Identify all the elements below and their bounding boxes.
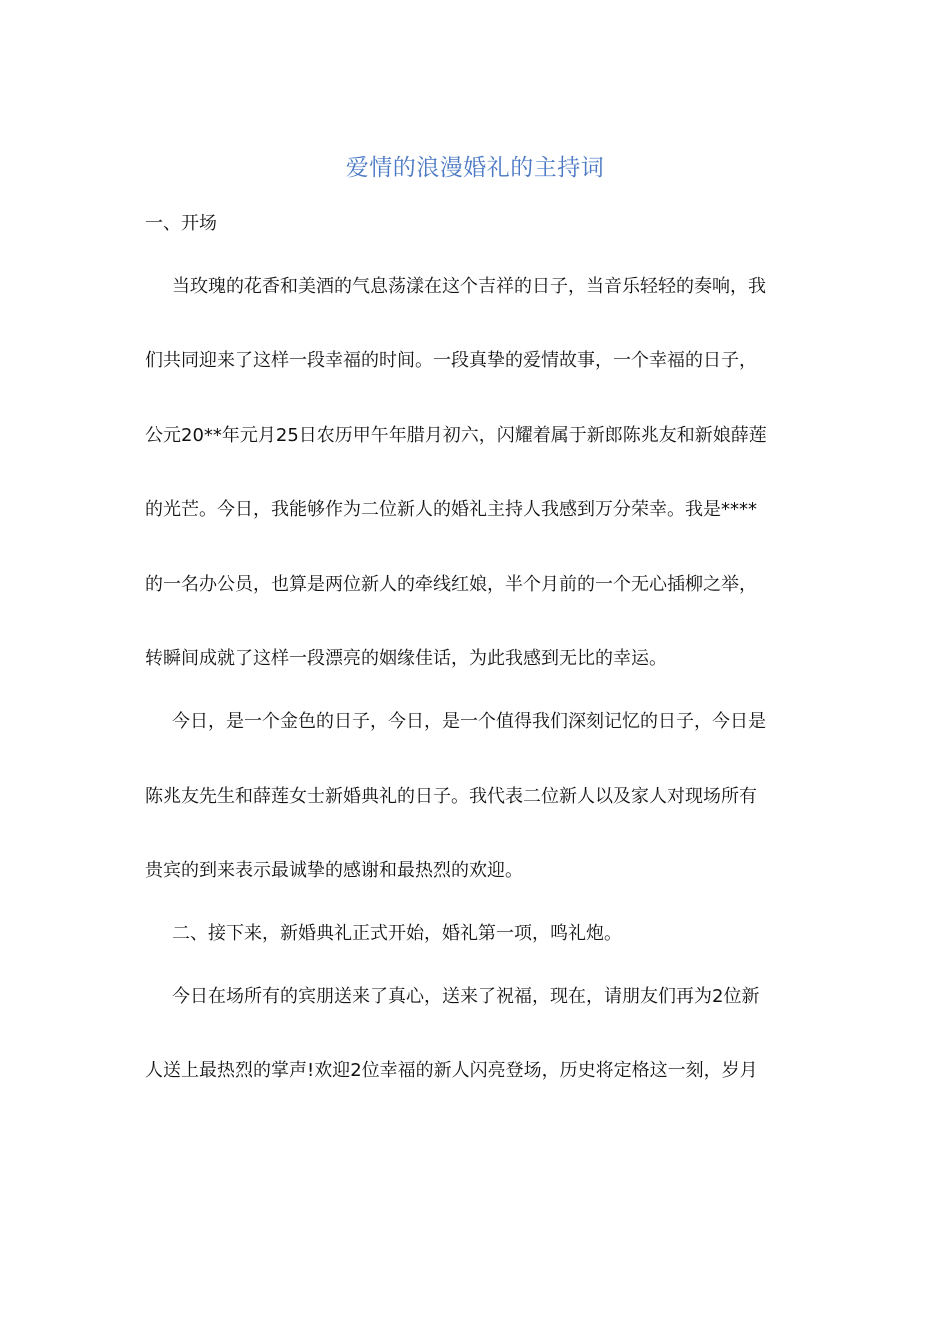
paragraph-line: 转瞬间成就了这样一段漂亮的姻缘佳话，为此我感到无比的幸运。 (145, 648, 667, 669)
paragraph-line: 今日，是一个金色的日子，今日，是一个值得我们深刻记忆的日子，今日是 (172, 711, 766, 732)
document-title: 爱情的浪漫婚礼的主持词 (345, 155, 605, 181)
section-heading-ceremony: 二、接下来，新婚典礼正式开始，婚礼第一项，鸣礼炮。 (172, 923, 622, 944)
paragraph-line: 陈兆友先生和薛莲女士新婚典礼的日子。我代表二位新人以及家人对现场所有 (145, 786, 757, 807)
paragraph-line: 今日在场所有的宾朋送来了真心，送来了祝福，现在，请朋友们再为2位新 (172, 986, 760, 1007)
paragraph-line: 们共同迎来了这样一段幸福的时间。一段真挚的爱情故事，一个幸福的日子， (145, 350, 757, 371)
paragraph-line: 贵宾的到来表示最诚挚的感谢和最热烈的欢迎。 (145, 860, 523, 881)
paragraph-line: 公元20**年元月25日农历甲午年腊月初六，闪耀着属于新郎陈兆友和新娘薛莲 (145, 425, 767, 446)
paragraph-line: 的光芒。今日，我能够作为二位新人的婚礼主持人我感到万分荣幸。我是**** (145, 499, 757, 520)
section-heading-opening: 一、开场 (145, 213, 217, 234)
paragraph-line: 的一名办公员，也算是两位新人的牵线红娘，半个月前的一个无心插柳之举， (145, 574, 757, 595)
paragraph-line: 当玫瑰的花香和美酒的气息荡漾在这个吉祥的日子，当音乐轻轻的奏响，我 (172, 276, 766, 297)
paragraph-line: 人送上最热烈的掌声!欢迎2位幸福的新人闪亮登场，历史将定格这一刻，岁月 (145, 1060, 758, 1081)
